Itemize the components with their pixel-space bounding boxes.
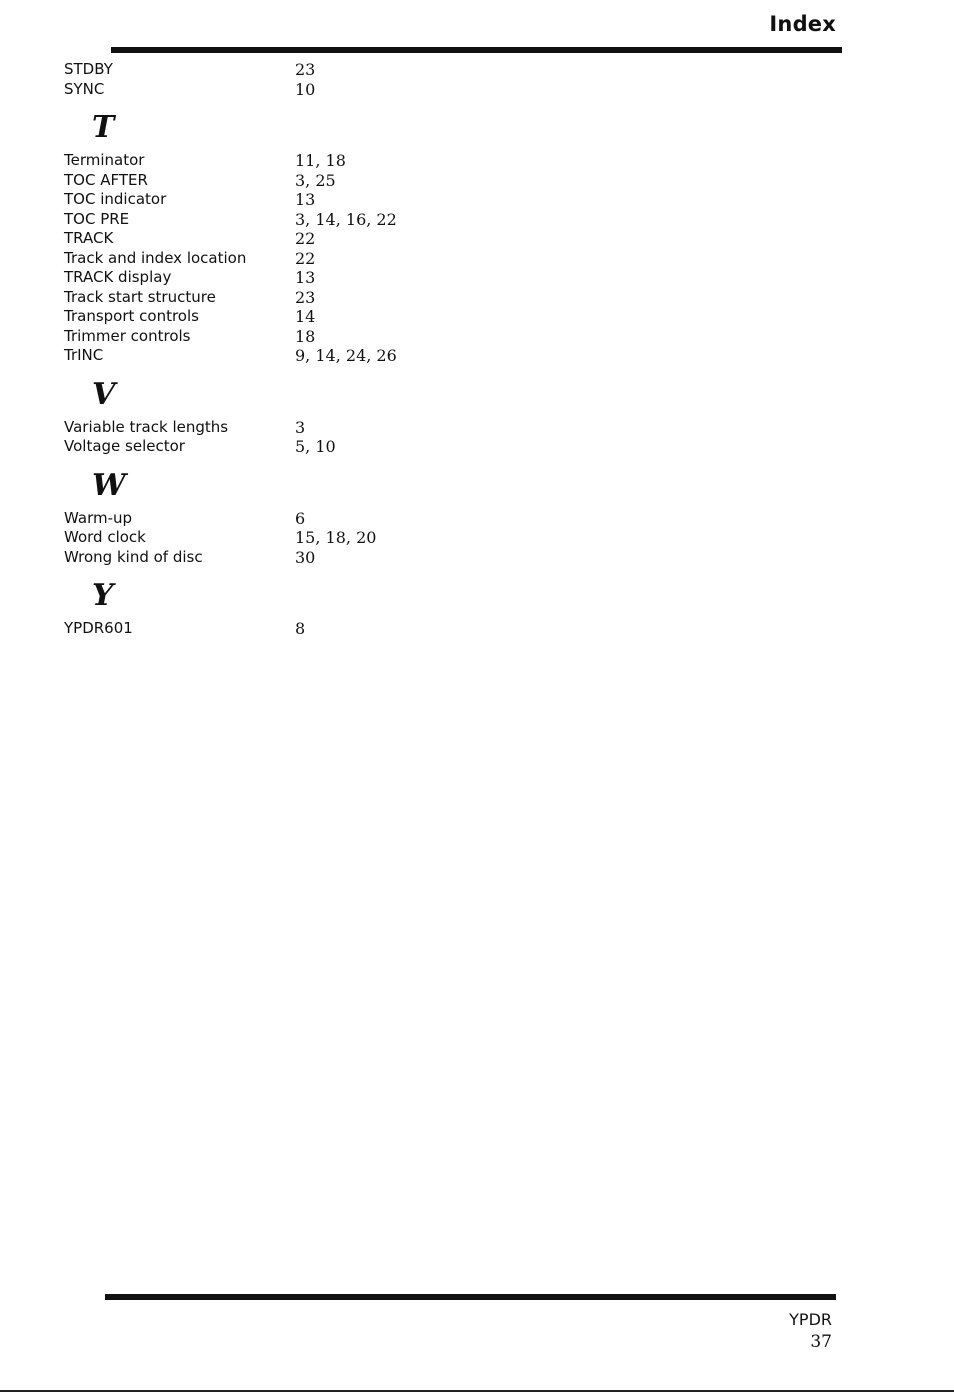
index-pages: 14 xyxy=(295,307,316,326)
index-pages: 3, 14, 16, 22 xyxy=(295,209,397,229)
index-pages: 22 xyxy=(295,248,316,268)
footer-rule xyxy=(105,1294,836,1300)
index-entry xyxy=(64,528,564,548)
index-entry xyxy=(64,229,564,249)
index-entry xyxy=(64,80,564,100)
index-entry xyxy=(64,268,564,288)
index-entry xyxy=(64,437,564,457)
page-footer xyxy=(789,1309,832,1353)
index-term: Warm-up xyxy=(64,508,133,527)
index-entry xyxy=(64,307,564,327)
index-term: Track start structure xyxy=(64,287,216,306)
index-pages: 13 xyxy=(295,190,316,209)
index-pages: 13 xyxy=(295,268,316,287)
index-pages: 15, 18, 20 xyxy=(295,528,377,547)
index-pages: 23 xyxy=(295,287,316,307)
index-entry xyxy=(64,288,564,308)
header-rule xyxy=(111,47,842,53)
index-term: TrINC xyxy=(64,346,104,364)
index-term: Track and index location xyxy=(64,248,247,267)
index-entry xyxy=(64,190,564,210)
index-pages: 11, 18 xyxy=(295,151,346,170)
index-term: Variable track lengths xyxy=(64,417,229,436)
index-entry xyxy=(64,210,564,230)
index-pages: 8 xyxy=(295,619,306,638)
footer-model: YPDR xyxy=(789,1310,832,1329)
page-title: Index xyxy=(769,12,836,36)
index-pages: 18 xyxy=(295,326,316,346)
index-term: Transport controls xyxy=(64,307,199,325)
index-term: SYNC xyxy=(64,79,105,98)
index-term: Trimmer controls xyxy=(64,326,191,345)
index-pages: 3, 25 xyxy=(295,170,336,190)
index-term: Wrong kind of disc xyxy=(64,547,203,566)
index-entry xyxy=(64,60,564,80)
index-term: TRACK xyxy=(64,229,114,247)
index-entry xyxy=(64,509,564,529)
section-letter-w: W xyxy=(92,467,126,503)
index-list xyxy=(64,60,564,639)
index-pages: 3 xyxy=(295,417,306,437)
index-term: Terminator xyxy=(64,151,145,169)
index-term: TOC AFTER xyxy=(64,170,148,189)
index-term: TOC PRE xyxy=(64,209,130,228)
index-entry xyxy=(64,171,564,191)
index-term: TRACK display xyxy=(64,268,172,286)
page-edge-line xyxy=(0,1390,954,1392)
index-term: Word clock xyxy=(64,528,146,546)
index-entry xyxy=(64,619,564,639)
index-entry xyxy=(64,346,564,366)
index-pages: 22 xyxy=(295,229,316,248)
index-term: STDBY xyxy=(64,60,113,78)
index-entry xyxy=(64,548,564,568)
page-number: 37 xyxy=(810,1332,832,1352)
index-pages: 23 xyxy=(295,60,316,79)
index-entry xyxy=(64,327,564,347)
index-term: TOC indicator xyxy=(64,190,167,208)
index-entry xyxy=(64,418,564,438)
index-pages: 9, 14, 24, 26 xyxy=(295,346,397,365)
index-pages: 5, 10 xyxy=(295,437,336,456)
section-letter-t: T xyxy=(92,110,115,145)
index-entry xyxy=(64,151,564,171)
index-term: Voltage selector xyxy=(64,437,185,455)
index-entry xyxy=(64,249,564,269)
index-pages: 10 xyxy=(295,79,316,99)
section-letter-v: V xyxy=(92,376,116,412)
section-letter-y: Y xyxy=(92,578,114,613)
index-pages: 30 xyxy=(295,547,316,567)
index-pages: 6 xyxy=(295,508,306,528)
index-term: YPDR601 xyxy=(64,619,133,637)
